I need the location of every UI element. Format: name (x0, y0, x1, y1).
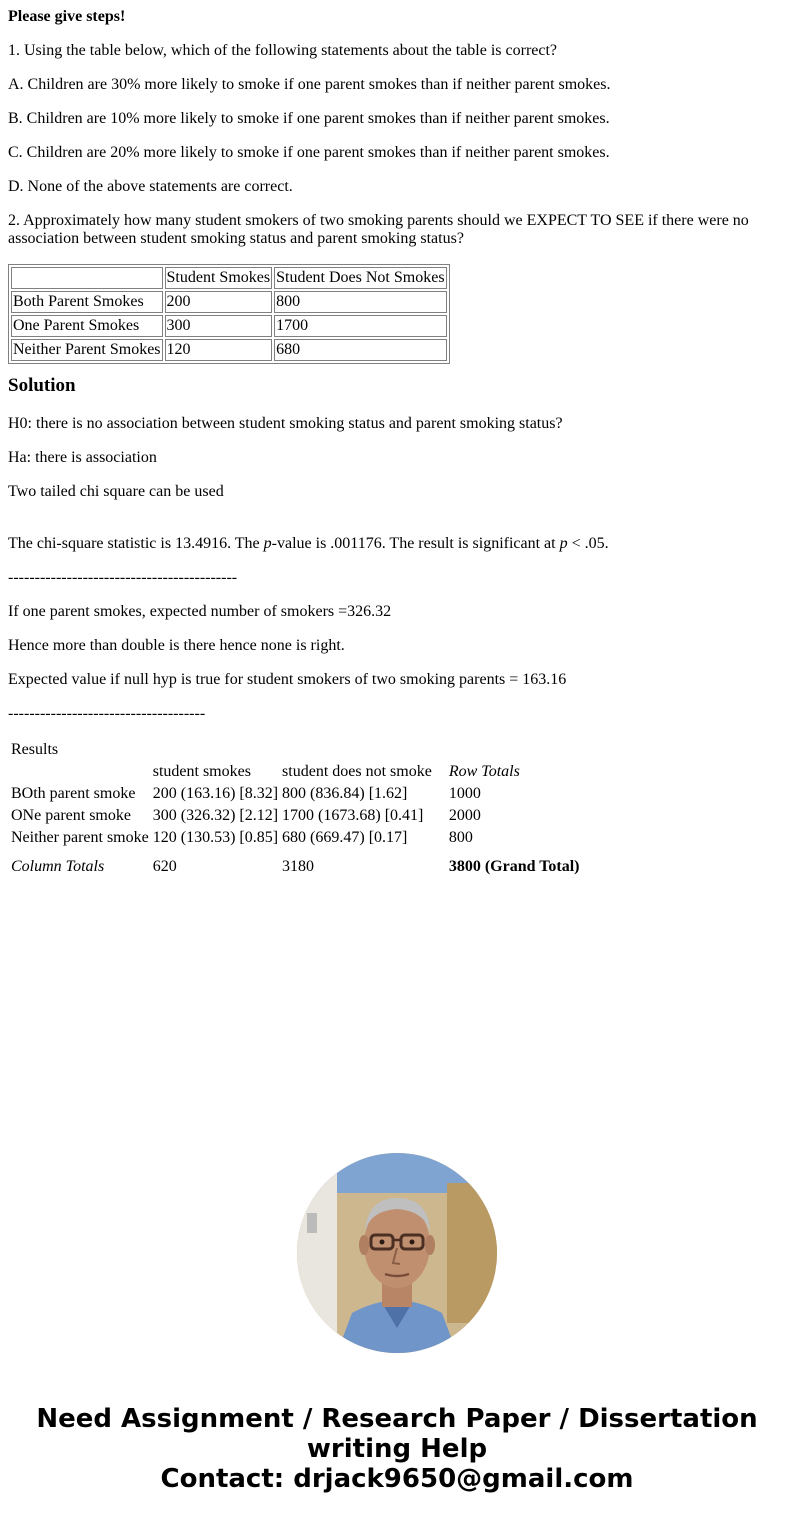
table-row-label: One Parent Smokes (11, 315, 163, 337)
table-cell: 1700 (274, 315, 446, 337)
null-hypothesis: H0: there is no association between student smoking status and parent smoking status? (8, 415, 563, 432)
table-header: Row Totals (448, 763, 520, 780)
p-symbol: p (559, 535, 568, 552)
table-row-label: Both Parent Smokes (11, 291, 163, 313)
chi-text-a: The chi-square statistic is 13.4916. The (8, 535, 264, 552)
separator: ------------------------------------------- (8, 569, 238, 586)
results-title-row (10, 740, 581, 760)
table-header: Student Does Not Smokes (274, 267, 446, 289)
table-row (11, 291, 447, 313)
chi-text-c: < .05. (567, 535, 609, 552)
option-b: B. Children are 10% more likely to smoke if one parent smokes than if neither parent smokes. (8, 110, 610, 127)
table-cell: 800 (448, 829, 473, 846)
option-c: C. Children are 20% more likely to smoke if one parent smokes than if neither parent smokes. (8, 144, 610, 161)
grand-total: 3800 (Grand Total) (448, 858, 580, 875)
table-cell: 120 (130.53) [0.85] (152, 829, 279, 846)
table-cell: 300 (326.32) [2.12] (152, 807, 279, 824)
table-cell: 2000 (448, 807, 481, 824)
p-symbol: p (263, 535, 272, 552)
question-2-line-2: association between student smoking status and parent smoking status? (8, 230, 464, 247)
table-cell (11, 267, 163, 289)
table-cell (10, 762, 150, 782)
table-row-label: Neither parent smoke (11, 829, 149, 846)
totals-label: Column Totals (11, 858, 105, 875)
table-cell: 800 (274, 291, 446, 313)
table-cell: 800 (836.84) [1.62] (282, 785, 408, 802)
table-row-label: Neither Parent Smokes (11, 339, 163, 361)
promo-line-1: Need Assignment / Research Paper / Dissertation (36, 1404, 758, 1434)
chi-square-result (8, 535, 786, 553)
table-header: student smokes (152, 763, 251, 780)
option-d: D. None of the above statements are correct. (8, 178, 293, 195)
solution-heading: Solution (8, 375, 76, 396)
chi-text-b: -value is .001176. The result is significant at (271, 535, 560, 552)
table-row (10, 806, 581, 826)
results-header-row (10, 762, 581, 782)
table-row-label: BOth parent smoke (11, 785, 136, 802)
promo-line-2: writing Help (306, 1434, 488, 1464)
table-header: Student Smokes (165, 267, 273, 289)
table-cell: 680 (274, 339, 446, 361)
promo-contact: Contact: drjack9650@gmail.com (160, 1464, 634, 1494)
avatar (297, 1153, 497, 1353)
table-header: student does not smoke (282, 763, 432, 780)
expected-value: Expected value if null hyp is true for student smokers of two smoking parents = 163.16 (8, 671, 567, 688)
table-cell: 200 (163.16) [8.32] (152, 785, 279, 802)
one-parent-expected: If one parent smokes, expected number of smokers =326.32 (8, 603, 392, 620)
separator: ------------------------------------- (8, 705, 206, 722)
test-type: Two tailed chi square can be used (8, 483, 224, 500)
portrait-image (297, 1153, 497, 1353)
results-table (8, 738, 583, 879)
table-row-label: ONe parent smoke (11, 807, 131, 824)
table-cell: 620 (152, 858, 177, 875)
table-row (10, 784, 581, 804)
table-cell: 1700 (1673.68) [0.41] (282, 807, 424, 824)
promo-banner (0, 1404, 794, 1494)
table-row (10, 828, 581, 848)
table-cell: 1000 (448, 785, 481, 802)
table-cell: 120 (165, 339, 273, 361)
table-cell: 680 (669.47) [0.17] (282, 829, 408, 846)
table-row (11, 315, 447, 337)
table-cell: 300 (165, 315, 273, 337)
option-a: A. Children are 30% more likely to smoke if one parent smokes than if neither parent smokes. (8, 76, 611, 93)
question-title: Please give steps! (8, 8, 126, 25)
smoking-table (8, 264, 450, 364)
conclusion: Hence more than double is there hence none is right. (8, 637, 345, 654)
table-cell: 3180 (282, 858, 315, 875)
alt-hypothesis: Ha: there is association (8, 449, 157, 466)
table-header-row (11, 267, 447, 289)
results-title: Results (11, 741, 59, 758)
question-2-line-1: 2. Approximately how many student smokers of two smoking parents should we EXPECT TO SEE if there were no (8, 212, 749, 229)
question-1: 1. Using the table below, which of the following statements about the table is correct? (8, 42, 558, 59)
totals-row (10, 850, 581, 877)
table-cell: 200 (165, 291, 273, 313)
table-row (11, 339, 447, 361)
